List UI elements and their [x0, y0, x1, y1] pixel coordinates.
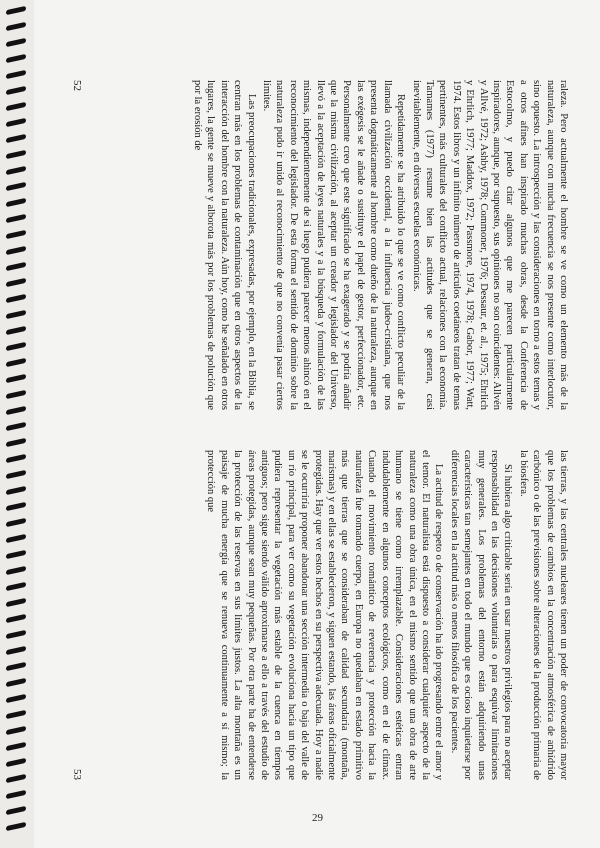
spiral-coil [6, 390, 26, 399]
right-paragraph: La actitud de respeto o de conservación ha ido progresando entre el amor y el temor. El naturalista está dispuesto a considerar cualquier aspecto de la naturaleza como una obra única, en el mismo sentido que una obra de arte humano se tiene como irremplazable. Consideraciones estéticas entran indudablemente en algunos conceptos ecológicos, como en el de clímax. Cuando el movimiento romántico de reverencia y protección hacia la naturaleza fue tomando cuerpo, en Europa no quedaban en estado primitivo más que tierras que se consideraban de calidad secundaria (montaña, marismas) y en ellas se establecieron, y siguen estando, las áreas oficialmente protegidas. Hay que ver estos hechos en su perspectiva adecuada. Hoy a nadie se le ocurriría proponer abandonar una sección intermedia o baja del valle de un río principal, para ver como su vegetación evoluciona hacia un tipo que pudiera representar la vegetación más estable de la cuenca en tiempos antiguos; pero sigue siendo válido aproximarse a ello a través del estudio de áreas protegidas, aunque sean muy pequeñas. Por otra parte ha de entenderse la protección de las reservas en sus límites justos. La alta montaña es un paisaje de mucha energía que se renueva continuamente a sí mismo; la protección que [205, 450, 445, 780]
spiral-coil [6, 454, 26, 463]
spiral-coil [6, 662, 26, 671]
spiral-coil [6, 614, 26, 623]
spiral-coil [6, 758, 26, 767]
spiral-coil [6, 694, 26, 703]
spiral-coil [6, 678, 26, 687]
spiral-coil [6, 470, 26, 479]
sheet-number: 29 [312, 812, 323, 824]
left-paragraph: raleza. Pero actualmente el hombre se ve como un elemento más de la naturaleza, aunque con mucha frecuencia se nos presente como interlocutor, sino opuesto. La introspección y las consideraciones en torno a estos temas y a otros afines han inspirado muchas obras, desde la Conferencia de Estocolmo, y puedo citar algunos que me parecen particularmente inspiradores, aunque, por supuesto, sus opiniones no son coincidentes: Allvén y Allvé, 1972; Ashby, 1978; Commoner, 1976; Dessaur, et. al., 1975; Ehrlich y Ehrlich, 1977; Maddox, 1972; Passmore, 1974, 1978; Gabor, 1977; Watt, 1974. Estos libros y un infinito número de artículos coetáneos tratan de temas pertinentes, más culturales del conflicto actual, relaciones con la economía. Tamames (1977) resume bien las actitudes que se generan, casi inevitablemente, en diversas escuelas económicas. [410, 80, 569, 410]
spiral-binding [0, 0, 34, 848]
spiral-coil [6, 294, 26, 303]
spiral-coil [6, 182, 26, 191]
spiral-coil [6, 326, 26, 335]
spiral-coil [6, 342, 26, 351]
spiral-coil [6, 534, 26, 543]
spiral-coil [6, 406, 26, 415]
spiral-coil [6, 70, 26, 79]
right-paragraph: las tierras, y las centrales nucleares tienen un poder de convocatoria mayor que los problemas de cambios en la concentración atmosférica de anhídrido carbónico o de las previsiones sobre alteraciones de la producción primaria de la biosfera. [517, 450, 569, 780]
spiral-coil [6, 54, 26, 63]
spiral-coil [6, 726, 26, 735]
spiral-coil [6, 630, 26, 639]
spiral-coil [6, 134, 26, 143]
spiral-coil [6, 230, 26, 239]
spiral-coil [6, 246, 26, 255]
spiral-coil [6, 582, 26, 591]
spiral-coil [6, 646, 26, 655]
left-paragraph: Las preocupaciones tradicionales, expresadas, por ejemplo, en la Biblia, se centran más en los problemas de contaminación que en otros aspectos de la interacción del hombre con la naturaleza. Aún hoy, como he señalado en otros lugares, la gente se mueve y alborota más por los problemas de polución que por la erosión de [192, 80, 257, 410]
spiral-coil [6, 486, 26, 495]
spiral-coil [6, 278, 26, 287]
spiral-coil [6, 262, 26, 271]
spiral-coil [6, 518, 26, 527]
spiral-coil [6, 358, 26, 367]
spiral-coil [6, 742, 26, 751]
spiral-coil [6, 310, 26, 319]
spiral-coil [6, 822, 26, 831]
spiral-coil [6, 38, 26, 47]
spiral-coil [6, 790, 26, 799]
spiral-coil [6, 566, 26, 575]
spiral-coil [6, 550, 26, 559]
spiral-coil [6, 198, 26, 207]
spiral-coil [6, 166, 26, 175]
spiral-coil [6, 598, 26, 607]
right-page-number: 53 [71, 769, 84, 780]
spiral-coil [6, 422, 26, 431]
spiral-coil [6, 86, 26, 95]
spiral-coil [6, 438, 26, 447]
rotated-spread [70, 80, 570, 780]
spiral-coil [6, 6, 26, 15]
spiral-coil [6, 22, 26, 31]
spiral-coil [6, 374, 26, 383]
spiral-coil [6, 118, 26, 127]
spiral-coil [6, 774, 26, 783]
spiral-coil [6, 150, 26, 159]
spiral-coil [6, 102, 26, 111]
book-spread [70, 80, 570, 780]
left-page [71, 80, 570, 410]
right-paragraph: Si hubiera algo criticable sería en usar nuestros privilegios para no aceptar responsabilidad en las decisiones voluntarias o para esquivar limitaciones muy generales. Los problemas del entorno están adquiriendo unas características tan semejantes en todo el mundo que es ocioso inquietarse por diferencias locales en la actitud más o menos filosófica de los pacientes. [448, 450, 514, 780]
spiral-coil [6, 502, 26, 511]
spiral-coil [6, 214, 26, 223]
right-page [71, 450, 570, 780]
left-page-number: 52 [71, 80, 84, 91]
spiral-coil [6, 806, 26, 815]
left-paragraph: Repetidamente se ha atribuido lo que se ve como conflicto peculiar de la llamada civilización occidental, a la influencia judeo-cristiana, que nos presenta dogmáticamente al hombre como dueño de la naturaleza, aunque en las exégesis se le añade o sustituye el papel de gestor, perfeccionador, etc. Personalmente creo que este significado se ha exagerado y se podría añadir que la misma civilización, al aceptar un creador y legislador del Universo, llevó a la aceptación de leyes naturales y a la búsqueda y formulación de las mismas, independientemente de si luego pudiera parecer menos ahincó en el reconocimiento del legislador. De esta forma el sentido de dominio sobre la naturaleza pudo ir unido al reconocimiento de que no convenía pasar ciertos límites. [261, 80, 407, 410]
spiral-coil [6, 710, 26, 719]
